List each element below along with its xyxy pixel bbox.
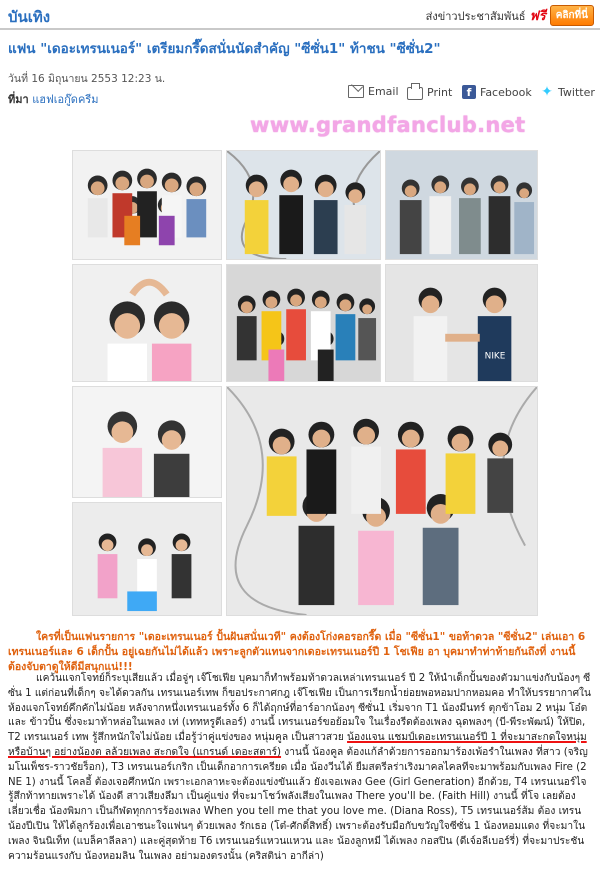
article-body-part-2: งานนี้ น้องคูล ต้องแก้ลำด้วยการออกมาร้องเพ้อรำในเพลง ที่สาว (จริญ มโนเพ็ชร-ราวชัยร็อก), T3 เทรนเนอร์เกริก เป็นเด็กอาการเครียด เมื่อ น้องวีนได้ ยืมสตรีลร่าเริงมาคลไคลทีจะมาพร้อมกับเพลง Fire (2 NE 1) งานนี้ โคลอี้ ต้องเจอศึกหนัก เพราะเอกลาหะจะต้องแข่งขันแล้ว ยังเจอเพลง Gee (Girl Generation) อีกด้วย, T4 เทรนเนอร์ไจ รู้สึกท้าทายเพราะได้ น้องดี สาวเสียงลึมา เป็นคู่แข่ง ที่จะมาโชว์พลังเสียงในเพลง There you'll be. (Faith Hill) งานนี้ ที่โจ เลยต้องเลี่ยวเชื่อ น้องพิมกา เป็นกีฬดทุกการร้องเพลง When you tell me that you love me. (Diana Ross), T5 เทรนเนอร์ส้ม ต้อง เทรน น้องปีเปิน ให้ได้ลูกร้องเพื่อเอาชนะใจแฟนๆ ด้วยเพลง รักเธอ (โต๋-ศักดิ์สิทธิ์) เพราะต้องรับมือกับขวัญใจซีซั่น 1 น้องหอมแดง ที่จะมาในเพลง จินนิเท็ท (แบล็คาลีลลา) และคู่สุดท้าย T6 เทรนเนอร์แหวนแหวน และ น้องลูกหมี ได้เพลง กอสปิน (ดีเจ์อลีเบอร์รี่) ที่จะมาประชันความร้อนแรงกับ น้องหอมลิน ในเพลง อย่ามองตรงนั้น (คริสติน่า อากีล่า) (8, 746, 588, 862)
source-label: ที่มา (8, 93, 29, 106)
facebook-share-button[interactable] (462, 85, 532, 99)
article-date: วันที่ 16 มิถุนายน 2553 12:23 น. (8, 73, 166, 85)
source-value[interactable]: แฮฟเอกู๊ดครีม (32, 93, 99, 106)
promo-click-button[interactable]: คลิกที่นี่ (550, 5, 594, 26)
promo-text: ส่งข่าวประชาสัมพันธ์ (425, 9, 526, 23)
svg-text:NIKE: NIKE (484, 351, 506, 362)
site-watermark: www.grandfanclub.net (250, 113, 526, 137)
section-title[interactable]: บันเทิง (8, 8, 51, 26)
group-photo-3[interactable] (385, 150, 538, 260)
article-body-highlight: น้องแจน แชมป์เดอะเทรนเนอร์ปี 1 ที่จะมาสะกดใจหนุ่มหรือบ้านๆ อย่างน้องต ลล้วยเพลง สะกดใจ (แกรนด์ เดอะสตาร์) (8, 732, 587, 758)
group-photo-2[interactable] (226, 150, 381, 260)
handshake-photo[interactable] (385, 264, 538, 382)
facebook-icon: f (462, 85, 476, 99)
print-icon (407, 87, 423, 100)
twitter-share-button[interactable] (540, 85, 595, 99)
group-photo-1[interactable] (72, 150, 222, 260)
email-label: Email (368, 85, 399, 98)
article-body-part-1: แคว้นแจกโจทย์ก็ระบุเสียแล้ว เมื่อจู่ๆ เจ๊โชเฟีย บุคมาก็ทำพร้อมท้าดวลเหล่าเทรนเนอร์ ปี 2 ให้นำเด็กปั้นของตัวมาแข่งกับน้องๆ ซีซั่น 1 แต่ก่อนที่เด็กๆ จะได้ดวลกัน เทรนเนอร์เทพ ก็ขอประกาศกฎ เจ๊โชเฟีย เป็นการเรียกน้ำย่อยพอหอมปากหอมคอ ทำให้บรรยากาศในห้องแจกโจทย์คึกคักไม่น้อย หลังจากหนึ่งเทรนเนอร์ทั้ง 6 ก็ได้ฤกษ์ที่อาร์อากน้องๆ ซีซั่น1 เริ่มจาก T1 น้องมีนทร์ ตุกข้าโอม 2 หนุ่ม โอ๋ต และ ข้าวปั้น ซึ่งจะมาท้าหล่อในเพลง เท่ (เททหรูดีเลอร์) งานนี้ เทรนเนอร์ขอย้อมใจ ในเรื่องรีดต้องเพลง ฉุดพลงๆ (บี-พีระพัฒน์) ให้ปิด, T2 เทรนเนอร์ เทพ รู้สึกหนักใจไม่น้อย เมื่อรู้ว่าคู่แข่งของ หนุ่มคูล เป็นสาวสวย (8, 673, 592, 744)
print-label: Print (427, 86, 453, 99)
promo-banner[interactable] (426, 5, 594, 26)
photo-collage (70, 148, 540, 616)
main-group-photo[interactable] (226, 386, 538, 616)
article-source (8, 90, 98, 108)
print-button[interactable] (407, 85, 452, 100)
duo-photo[interactable] (72, 386, 222, 498)
article-headline: แฟน "เดอะเทรนเนอร์" เตรียมกรี๊ดสนั่นนัดสำคัญ "ซีซั่น1" ท้าชน "ซีซั่น2" (8, 41, 441, 57)
email-share-button[interactable] (348, 85, 399, 98)
group-photo-4[interactable] (226, 264, 381, 382)
article-lead: ใครที่เป็นแฟนรายการ "เดอะเทรนเนอร์ ปั้นฝันสนั่นเวที" คงต้องโก่งคอรอกรี๊ด เมื่อ "ซีซั่น1" ขอท้าดวล "ซีซั่น2" เล่นเอา 6 เทรนเนอร์และ 6 เด็กปั้น อยู่เฉยกันไม่ได้แล้ว เพราะลูกตัวแทนจากเดอะเทรนเนอร์ปี 1 โชเฟีย อา บุคมาทำท่าท้ายกันถึงที่ งานนี้ต้องจับตาดูให้ดีมีสนุกแน่!!! (8, 631, 586, 673)
twitter-label: Twitter (558, 85, 595, 99)
pink-outfit-photo[interactable] (72, 502, 222, 616)
email-icon (348, 85, 364, 98)
twitter-icon: ✦ (541, 84, 553, 100)
top-bar (0, 0, 600, 30)
facebook-label: Facebook (480, 85, 532, 99)
promo-free-label: ฟรี (529, 9, 546, 24)
article-body (8, 672, 593, 864)
heart-pose-photo[interactable] (72, 264, 222, 382)
